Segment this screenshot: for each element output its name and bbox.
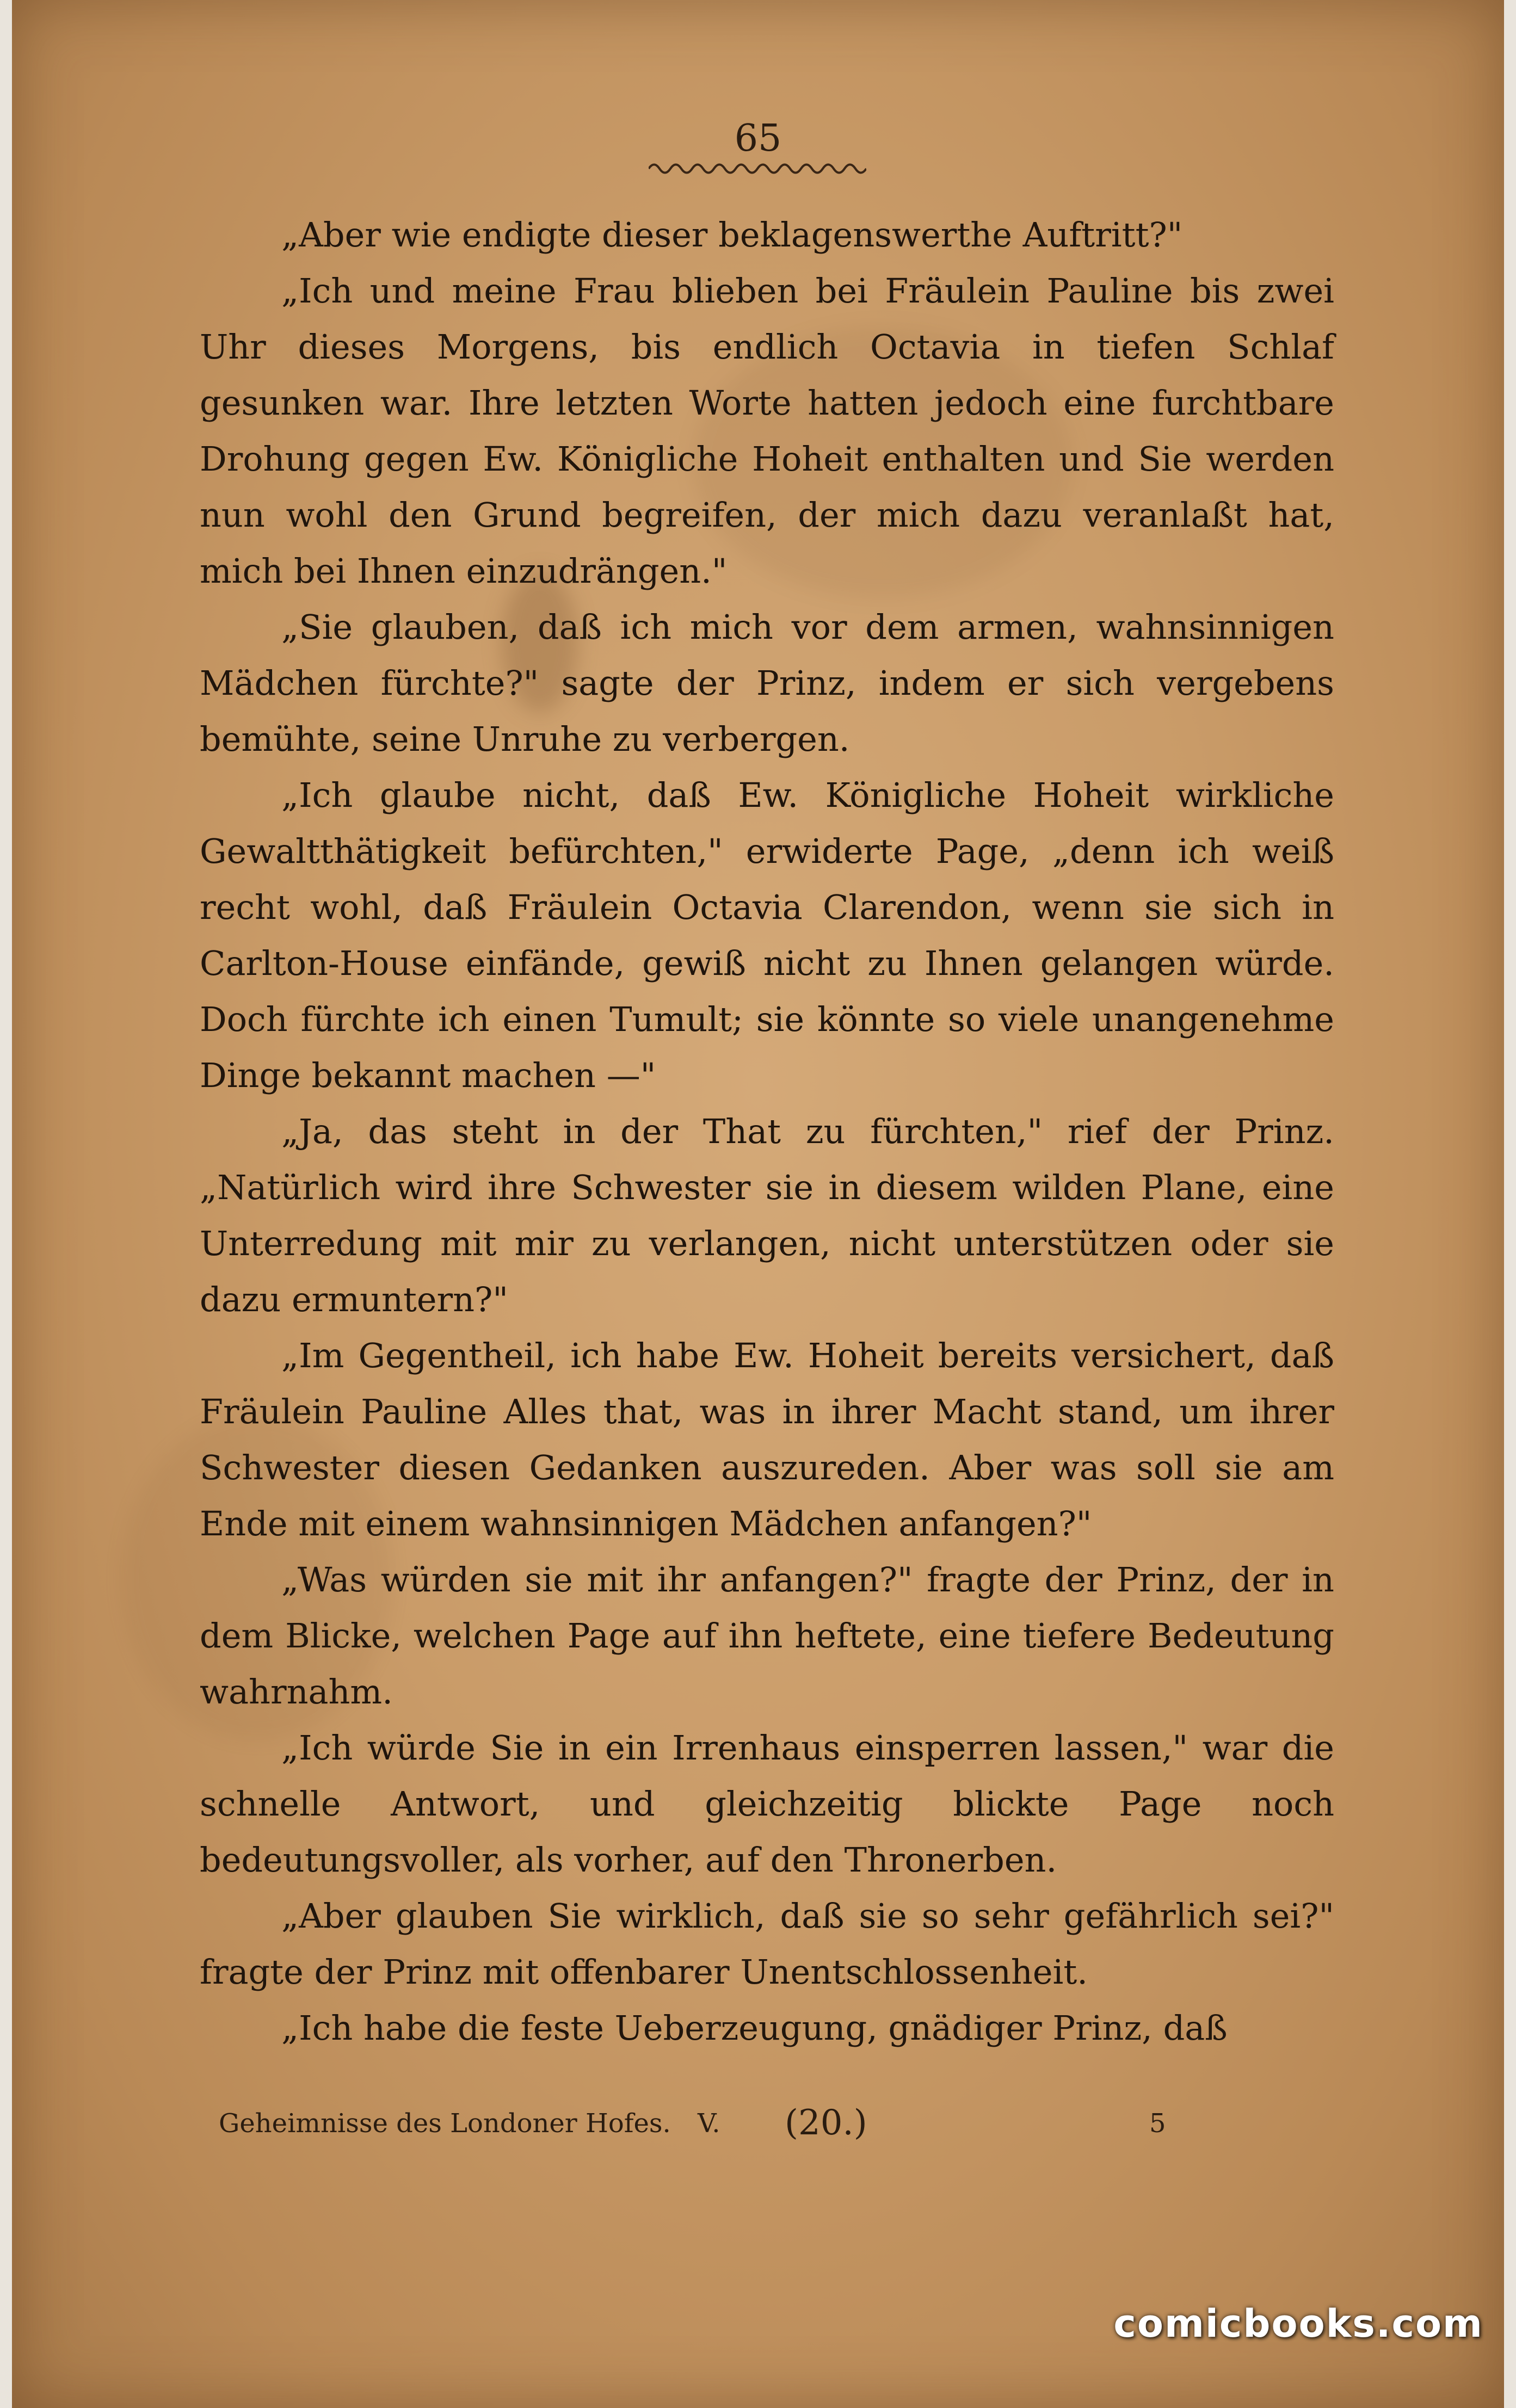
page-number: 65 [734,117,782,160]
paragraph: „Ich und meine Frau blieben bei Fräulein Pauline bis zwei Uhr dieses Morgens, bis endlich Octavia in tiefen Schlaf gesunken war. Ihre letzten Worte hatten jedoch eine furchtbare Drohung gegen Ew. Königliche Hoheit enthalten und Sie werden nun wohl den Grund begreifen, der mich dazu veranlaßt hat, mich bei Ihnen einzudrängen." [200,271,1334,591]
paragraph: „Sie glauben, daß ich mich vor dem armen, wahnsinnigen Mädchen fürchte?" sagte der Prinz, indem er sich vergebens bemühte, seine Unruhe zu verbergen. [200,607,1334,759]
footer-title: Geheimnisse des Londoner Hofes. [219,2108,671,2139]
text-body [200,207,1334,2056]
paragraph: „Was würden sie mit ihr anfangen?" fragte der Prinz, der in dem Blicke, welchen Page auf ihn heftete, eine tiefere Bedeutung wahrnahm. [200,1560,1334,1712]
paragraph: „Aber wie endigte dieser beklagenswerthe Auftritt?" [281,215,1183,255]
paragraph: „Ich habe die feste Ueberzeugung, gnädiger Prinz, daß [281,2008,1228,2048]
paragraph: „Ich glaube nicht, daß Ew. Königliche Hoheit wirkliche Gewaltthätigkeit befürchten," erwiderte Page, „denn ich weiß recht wohl, daß Fräulein Octavia Clarendon, wenn sie sich in Carlton-House einfände, gewiß nicht zu Ihnen gelangen würde. Doch fürchte ich einen Tumult; sie könnte so viele unangenehme Dinge bekannt machen —" [200,775,1334,1095]
wavy-ornament [649,160,866,177]
paragraph: „Im Gegentheil, ich habe Ew. Hoheit bereits versichert, daß Fräulein Pauline Alles that, was in ihrer Macht stand, um ihrer Schwester diesen Gedanken auszureden. Aber was soll sie am Ende mit einem wahnsinnigen Mädchen anfangen?" [200,1336,1334,1543]
paragraph: „Ja, das steht in der That zu fürchten," rief der Prinz. „Natürlich wird ihre Schwester sie in diesem wilden Plane, eine Unterredung mit mir zu verlangen, nicht unterstützen oder sie dazu ermuntern?" [200,1112,1334,1319]
footer-signature: 5 [1149,2108,1166,2139]
paragraph: „Aber glauben Sie wirklich, daß sie so sehr gefährlich sei?" fragte der Prinz mit offenbarer Unentschlossenheit. [200,1896,1334,1992]
paragraph: „Ich würde Sie in ein Irrenhaus einsperren lassen," war die schnelle Antwort, und gleichzeitig blickte Page noch bedeutungsvoller, als vorher, auf den Thronerben. [200,1728,1334,1880]
watermark: comicbooks.com [1113,2301,1483,2346]
footer-volume: V. [698,2108,720,2139]
book-page [12,0,1504,2408]
footer-issue: (20.) [785,2103,867,2143]
